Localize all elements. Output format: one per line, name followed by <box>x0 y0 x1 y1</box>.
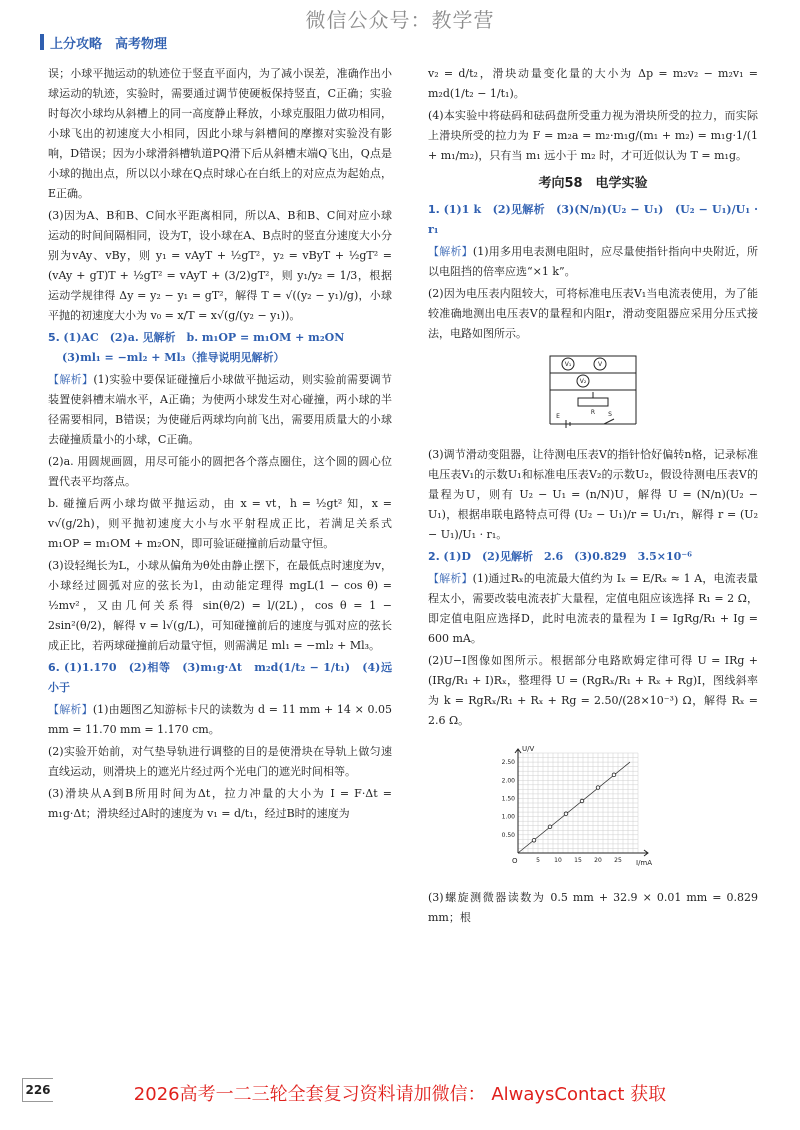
q5-analysis-2: (2)a. 用圆规画圆，用尽可能小的圆把各个落点圈住，这个圆的圆心位置代表平均落点。 <box>48 455 392 488</box>
circuit-label-e: E <box>556 413 560 420</box>
q5-analysis-4: (3)设轻绳长为L，小球从偏角为θ处由静止摆下，在最低点时速度为v，小球经过圆弧对应的弦长为l，由动能定理得 mgL(1 − cos θ) = ½mv²，又由几何关系得 sin(θ/2) = l/(2L)，cos θ = 1 − 2sin²(θ/2)，解得 v = l√(g/L)，可知碰撞前后的速度与弧对应的弦长成正比，若两球碰撞前后动量守恒，则需满足 ml₁ = −ml₂ + Ml₃。 <box>48 559 392 652</box>
y-tick-label: 1.50 <box>501 795 515 803</box>
q1-analysis-text-1: (1)用多用电表测电阻时，应尽量使指针指向中央附近，所以电阻挡的倍率应选“×1 k”。 <box>428 245 758 278</box>
q2-number: 2. <box>428 550 440 563</box>
data-point <box>596 786 600 790</box>
q6-analysis-label: 【解析】 <box>48 703 93 716</box>
data-point <box>564 812 568 816</box>
q2-analysis-1 <box>428 569 758 649</box>
q6-analysis-text-1: (1)由题图乙知游标卡尺的读数为 d = 11 mm + 14 × 0.05 mm = 11.70 mm = 1.170 cm。 <box>48 703 393 736</box>
y-tick-label: 2.50 <box>501 759 515 767</box>
x-tick-label: 10 <box>554 857 562 864</box>
q6-number: 6. <box>48 661 60 674</box>
x-tick-label: 15 <box>574 857 582 864</box>
x-axis-label: I/mA <box>636 859 653 867</box>
right-column <box>428 64 758 930</box>
q5-analysis-label: 【解析】 <box>48 373 94 386</box>
watermark-top: 微信公众号：教学营 <box>305 8 495 32</box>
x-tick-label: 20 <box>594 857 602 864</box>
q1-number: 1. <box>428 203 440 216</box>
data-point <box>580 799 584 803</box>
circuit-label-v2: V₂ <box>579 378 587 385</box>
q5-answer-line2: (3)ml₁ = −ml₂ + Ml₃（推导说明见解析） <box>62 351 285 364</box>
footer-promo: 2026高考一二三轮全套复习资料请加微信： AlwaysContact 获取 <box>133 1084 667 1105</box>
q6-analysis-3: (3)滑块从A到B所用时间为Δt，拉力冲量的大小为 I = F·Δt = m₁g·Δt；滑块经过A时的速度为 v₁ = d/t₁，经过B时的速度为 <box>48 787 392 820</box>
q5-analysis-1 <box>48 370 392 450</box>
header-accent-bar <box>40 34 44 50</box>
circuit-label-r: R <box>590 409 596 416</box>
q6-analysis-1 <box>48 700 392 740</box>
x-tick-label: 5 <box>536 857 540 864</box>
q5-answer <box>48 328 392 368</box>
x-tick-label: 25 <box>614 857 622 864</box>
left-column <box>48 64 392 826</box>
header-title: 上分攻略 高考物理 <box>50 36 168 52</box>
y-axis-label: U/V <box>522 745 535 753</box>
u-i-graph <box>488 743 668 873</box>
q5-analysis-3: b. 碰撞后两小球均做平抛运动，由 x = vt，h = ½gt² 知，x = v√(g/2h)，则平抛初速度大小与水平射程成正比，若满足关系式 m₁OP = m₁OM + m₂ON，即可验证碰撞前后动量守恒。 <box>48 497 392 550</box>
q5-analysis-text-1: (1)实验中要保证碰撞后小球做平抛运动，则实验前需要调节装置使斜槽末端水平，A正确；为使两小球发生对心碰撞，两小球的半径需要相同，B错误；为使碰后两球均向前飞出，需要用质量大的小球去碰撞质量小的小球，C正确。 <box>48 373 393 446</box>
q2-analysis-2: (2)U−I图像如图所示。根据部分电路欧姆定律可得 U = IRg + (IRg/R₁ + I)Rₓ，整理得 U = (RgRₓ/R₁ + Rₓ + Rg)I，图线斜率为 k = RgRₓ/R₁ + Rₓ + Rg = 2.50/(28×10⁻³) Ω，解得 Rₓ = 2.6 Ω。 <box>428 654 758 727</box>
q1-analysis-label: 【解析】 <box>428 245 473 258</box>
q2-answer <box>428 547 758 567</box>
data-point <box>612 773 616 777</box>
q1-answer <box>428 200 758 240</box>
q1-analysis-2: (2)因为电压表内阻较大，可将标准电压表V₁当电流表使用，为了能较准确地测出电压表V的量程和内阻r，滑动变阻器应采用分压式接法，电路如图所示。 <box>428 287 758 340</box>
q1-answer-text: (1)1 k (2)见解析 (3)(N/n)(U₂ − U₁) (U₂ − U₁)/U₁ · r₁ <box>428 203 759 236</box>
circuit-diagram <box>538 352 648 432</box>
y-tick-label: 1.00 <box>501 813 515 821</box>
q1-analysis-1 <box>428 242 758 282</box>
q2-analysis-label: 【解析】 <box>428 572 473 585</box>
q2-analysis-text-1: (1)通过Rₓ的电流最大值约为 Iₓ = E/Rₓ ≈ 1 A，电流表量程太小，需要改装电流表扩大量程，定值电阻应该选择 R₁ = 2 Ω，即定值电阻应选择D，此时电流表的量程为 I = IgRg/R₁ + Ig = 600 mA。 <box>428 572 758 645</box>
origin-label: O <box>512 857 518 865</box>
circuit-label-v: V <box>597 361 603 368</box>
q2-analysis-3: (3)螺旋测微器读数为 0.5 mm + 32.9 × 0.01 mm = 0.829 mm；根 <box>428 891 758 924</box>
q1-analysis-3: (3)调节滑动变阻器，让待测电压表V的指针恰好偏转n格，记录标准电压表V₁的示数U₁和标准电压表V₂的示数U₂，假设待测电压表V的量程为U，则有 U₂ − U₁ = (n/N)U，解得 U = (N/n)(U₂ − U₁)，根据串联电路特点可得 (U₂ − U₁)/r = U₁/r₁，解得 r = (U₂ − U₁)/U₁ · r₁。 <box>428 448 758 541</box>
y-tick-label: 2.00 <box>501 777 515 785</box>
y-tick-label: 0.50 <box>501 831 515 839</box>
left-paragraph-2: (3)因为A、B和B、C间水平距离相同，所以A、B和B、C间对应小球运动的时间间隔相同，设为T，设小球在A、B点时的竖直分速度大小分别为vAy、vBy，则 y₁ = vAyT + ½gT²，y₂ = vByT + ½gT² = (vAy + gT)T + ½gT² = vAyT + (3/2)gT²，则 y₁/y₂ = 1/3，根据运动学规律得 Δy = y₂ − y₁ = gT²，解得 T = √((y₂ − y₁)/g)，小球平抛的初速度大小为 v₀ = x/T = x√(g/(y₂ − y₁))。 <box>48 209 392 322</box>
running-header <box>40 32 167 52</box>
data-point <box>548 825 552 829</box>
circuit-label-v1: V₁ <box>564 361 572 368</box>
q2-answer-text: (1)D (2)见解析 2.6 (3)0.829 3.5×10⁻⁶ <box>443 550 692 563</box>
section-title: 考向58 电学实验 <box>538 176 648 191</box>
circuit-label-s: S <box>608 411 612 418</box>
data-point <box>532 838 536 842</box>
q6-answer <box>48 658 392 698</box>
right-paragraph-1: v₂ = d/t₂，滑块动量变化量的大小为 Δp = m₂v₂ − m₂v₁ = m₂d(1/t₂ − 1/t₁)。 <box>428 67 758 100</box>
right-paragraph-2: (4)本实验中将砝码和砝码盘所受重力视为滑块所受的拉力，而实际上滑块所受的拉力为 F = m₂a = m₂·m₁g/(m₁ + m₂) = m₁g·1/(1 + m₁/m₂)，只有当 m₁ 远小于 m₂ 时，才可近似认为 T = m₁g。 <box>428 109 758 162</box>
page-number: 226 <box>22 1078 53 1102</box>
q5-number: 5. <box>48 331 60 344</box>
q5-answer-line1: (1)AC (2)a. 见解析 b. m₁OP = m₁OM + m₂ON <box>63 331 345 344</box>
q6-answer-text: (1)1.170 (2)相等 (3)m₁g·Δt m₂d(1/t₂ − 1/t₁) (4)远小于 <box>48 661 392 694</box>
left-paragraph-1: 误；小球平抛运动的轨迹位于竖直平面内，为了减小误差，准确作出小球运动的轨迹，实验时，需要通过调节使硬板保持竖直，C正确；实验时每次小球均从斜槽上的同一高度静止释放，小球克服阻力做功相同，小球飞出的初速度大小相同，因此小球与斜槽间的摩擦对实验没有影响，D错误；因为小球滑斜槽轨道PQ滑下后从斜槽末端Q飞出，Q点是小球的抛出点，所以以小球在Q点时球心在白纸上的对应点为起始点，E正确。 <box>48 67 392 200</box>
q6-analysis-2: (2)实验开始前，对气垫导轨进行调整的目的是使滑块在导轨上做匀速直线运动，则滑块上的遮光片经过两个光电门的遮光时间相等。 <box>48 745 392 778</box>
